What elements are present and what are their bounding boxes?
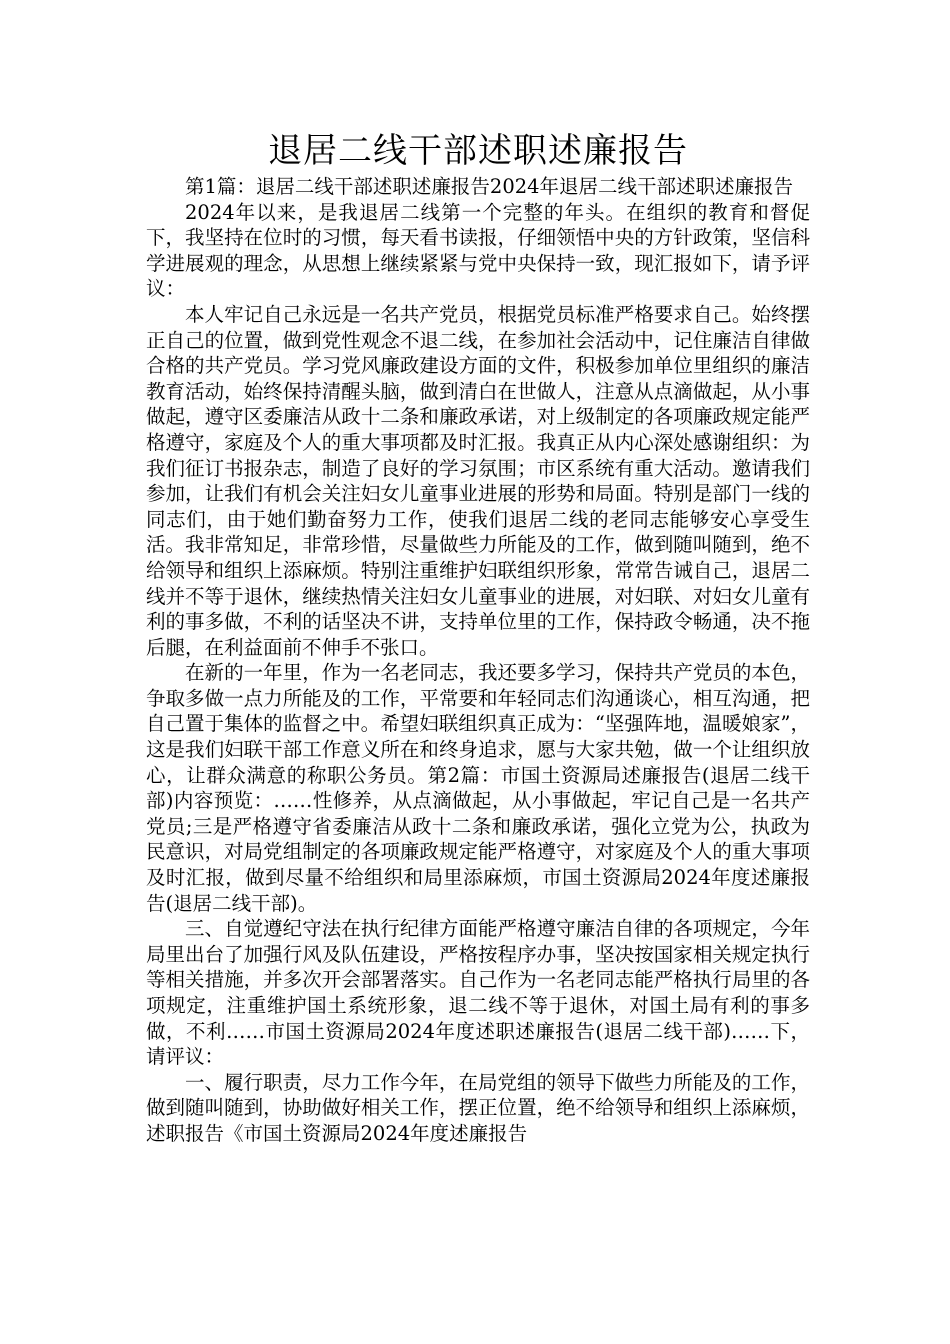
paragraph-4: 在新的一年里，作为一名老同志，我还要多学习，保持共产党员的本色，争取多做一点力所能及的工作，平常要和年轻同志们沟通谈心，相互沟通，把自己置于集体的监督之中。希望妇联组织真正成为：“坚强阵地，温暖娘家”，这是我们妇联干部工作意义所在和终身追求，愿与大家共勉，做一个让组织放心，让群众满意的称职公务员。第2篇：市国土资源局述廉报告(退居二线干部)内容预览：……性修养，从点滴做起，从小事做起，牢记自己是一名共产党员;三是严格遵守省委廉洁从政十二条和廉政承诺，强化立党为公，执政为民意识，对局党组制定的各项廉政规定能严格遵守，对家庭及个人的重大事项及时汇报，做到尽量不给组织和局里添麻烦，市国土资源局2024年度述廉报告(退居二线干部)。 — [146, 661, 810, 915]
document-title: 退居二线干部述职述廉报告 — [268, 131, 688, 171]
paragraph-2: 2024年以来，是我退居二线第一个完整的年头。在组织的教育和督促下，我坚持在位时的习惯，每天看书读报，仔细领悟中央的方针政策，坚信科学进展观的理念，从思想上继续紧紧与党中央保持一致，现汇报如下，请予评议： — [146, 200, 810, 301]
paragraph-5: 三、自觉遵纪守法在执行纪律方面能严格遵守廉洁自律的各项规定，今年局里出台了加强行风及队伍建设，严格按程序办事，坚决按国家相关规定执行等相关措施，并多次开会部署落实。自己作为一名老同志能严格执行局里的各项规定，注重维护国土系统形象，退二线不等于退休，对国土局有利的事多做，不利……市国土资源局2024年度述职述廉报告(退居二线干部)……下，请评议： — [146, 917, 810, 1069]
paragraph-3: 本人牢记自己永远是一名共产党员，根据党员标准严格要求自己。始终摆正自己的位置，做到党性观念不退二线，在参加社会活动中，记住廉洁自律做合格的共产党员。学习党风廉政建设方面的文件，积极参加单位里组织的廉洁教育活动，始终保持清醒头脑，做到清白在世做人，注意从点滴做起，从小事做起，遵守区委廉洁从政十二条和廉政承诺，对上级制定的各项廉政规定能严格遵守，家庭及个人的重大事项都及时汇报。我真正从内心深处感谢组织：为我们征订书报杂志，制造了良好的学习氛围；市区系统有重大活动。邀请我们参加，让我们有机会关注妇女儿童事业进展的形势和局面。特别是部门一线的同志们，由于她们勤奋努力工作，使我们退居二线的老同志能够安心享受生活。我非常知足，非常珍惜，尽量做些力所能及的工作，做到随叫随到，绝不给领导和组织上添麻烦。特别注重维护妇联组织形象，常常告诫自己，退居二线并不等于退休，继续热情关注妇女儿童事业的进展，对妇联、对妇女儿童有利的事多做，不利的话坚决不讲，支持单位里的工作，保持政令畅通，决不拖后腿，在利益面前不伸手不张口。 — [146, 302, 810, 659]
document-page — [146, 128, 810, 1147]
paragraph-1: 第1篇：退居二线干部述职述廉报告2024年退居二线干部述职述廉报告 — [185, 175, 794, 198]
paragraph-6: 一、履行职责，尽力工作今年，在局党组的领导下做些力所能及的工作，做到随叫随到，协助做好相关工作，摆正位置，绝不给领导和组织上添麻烦，述职报告《市国土资源局2024年度述廉报告 — [146, 1070, 810, 1145]
